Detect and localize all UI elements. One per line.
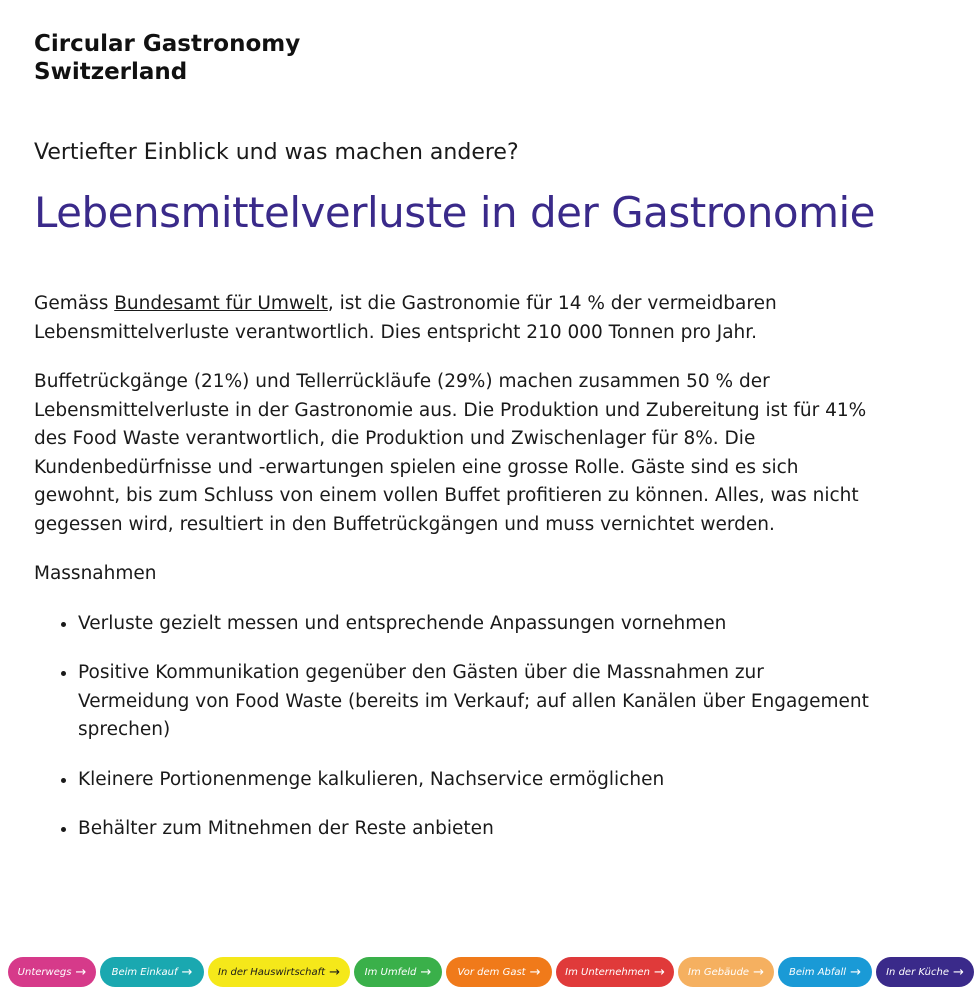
nav-label: In der Hauswirtschaft xyxy=(218,966,326,978)
nav-unterwegs[interactable] xyxy=(8,957,96,987)
arrow-right-icon: → xyxy=(420,964,432,980)
measure-item: • Verluste gezielt messen und entsprechende Anpassungen vornehmen xyxy=(78,610,874,639)
arrow-right-icon: → xyxy=(653,964,665,980)
nav-in-der-hauswirtschaft[interactable] xyxy=(208,957,350,987)
page-title: Lebensmittelverluste in der Gastronomie xyxy=(34,188,875,237)
arrow-right-icon: → xyxy=(529,964,541,980)
measure-item: • Behälter zum Mitnehmen der Reste anbieten xyxy=(78,815,874,844)
nav-label: Vor dem Gast xyxy=(457,966,526,978)
article-kicker: Vertiefter Einblick und was machen andere? xyxy=(34,140,519,165)
nav-im-gebaeude[interactable] xyxy=(678,957,774,987)
arrow-right-icon: → xyxy=(850,964,861,980)
nav-vor-dem-gast[interactable] xyxy=(446,957,552,987)
nav-beim-einkauf[interactable] xyxy=(100,957,204,987)
nav-label: Im Umfeld xyxy=(364,966,417,978)
bottom-category-nav xyxy=(0,955,980,991)
arrow-right-icon: → xyxy=(329,964,340,980)
nav-beim-abfall[interactable] xyxy=(778,957,872,987)
arrow-right-icon: → xyxy=(75,964,87,980)
site-title-line2[interactable]: Switzerland xyxy=(34,59,188,85)
arrow-right-icon: → xyxy=(952,964,964,980)
nav-im-unternehmen[interactable] xyxy=(556,957,674,987)
intro-prefix: Gemäss xyxy=(34,293,115,314)
arrow-right-icon: → xyxy=(181,964,193,980)
nav-label: In der Küche xyxy=(886,966,949,978)
site-title-line1[interactable]: Circular Gastronomy xyxy=(34,31,301,57)
measure-item: • Positive Kommunikation gegenüber den Gästen über die Massnahmen zur Vermeidung von Food Waste (bereits im Verkauf; auf allen Kanälen über Engagement sprechen) xyxy=(78,659,874,745)
site-logo-title[interactable] xyxy=(34,30,300,86)
intro-paragraph xyxy=(34,290,874,347)
nav-in-der-kueche[interactable] xyxy=(876,957,974,987)
nav-label: Beim Abfall xyxy=(788,966,847,978)
measure-item: • Kleinere Portionenmenge kalkulieren, Nachservice ermöglichen xyxy=(78,766,874,795)
statistics-paragraph: Buffetrückgänge (21%) und Tellerrückläufe (29%) machen zusammen 50 % der Lebensmittelverluste in der Gastronomie aus. Die Produktion und Zubereitung ist für 41% des Food Waste verantwortlich, die Produktion und Zwischenlager für 8%. Die Kundenbedürfnisse und -erwartungen spielen eine grosse Rolle. Gäste sind es sich gewohnt, bis zum Schluss von einem vollen Buffet profitieren zu können. Alles, was nicht gegessen wird, resultiert in den Buffetrückgängen und muss vernichtet werden. xyxy=(34,371,867,535)
measures-list xyxy=(34,610,874,844)
nav-label: Im Unternehmen xyxy=(565,966,650,978)
bafu-link[interactable]: Bundesamt für Umwelt xyxy=(114,293,328,314)
arrow-right-icon: → xyxy=(753,964,764,980)
measures-heading: Massnahmen xyxy=(34,563,157,584)
intro-suffix: , ist die Gastronomie für 14 % der vermeidbaren Lebensmittelverluste verantwortlich. Dies entspricht 210 000 Tonnen pro Jahr. xyxy=(34,293,777,343)
nav-label: Im Gebäude xyxy=(688,966,750,978)
nav-label: Unterwegs xyxy=(17,966,72,978)
nav-im-umfeld[interactable] xyxy=(354,957,442,987)
nav-label: Beim Einkauf xyxy=(111,966,178,978)
article-body xyxy=(34,290,874,865)
